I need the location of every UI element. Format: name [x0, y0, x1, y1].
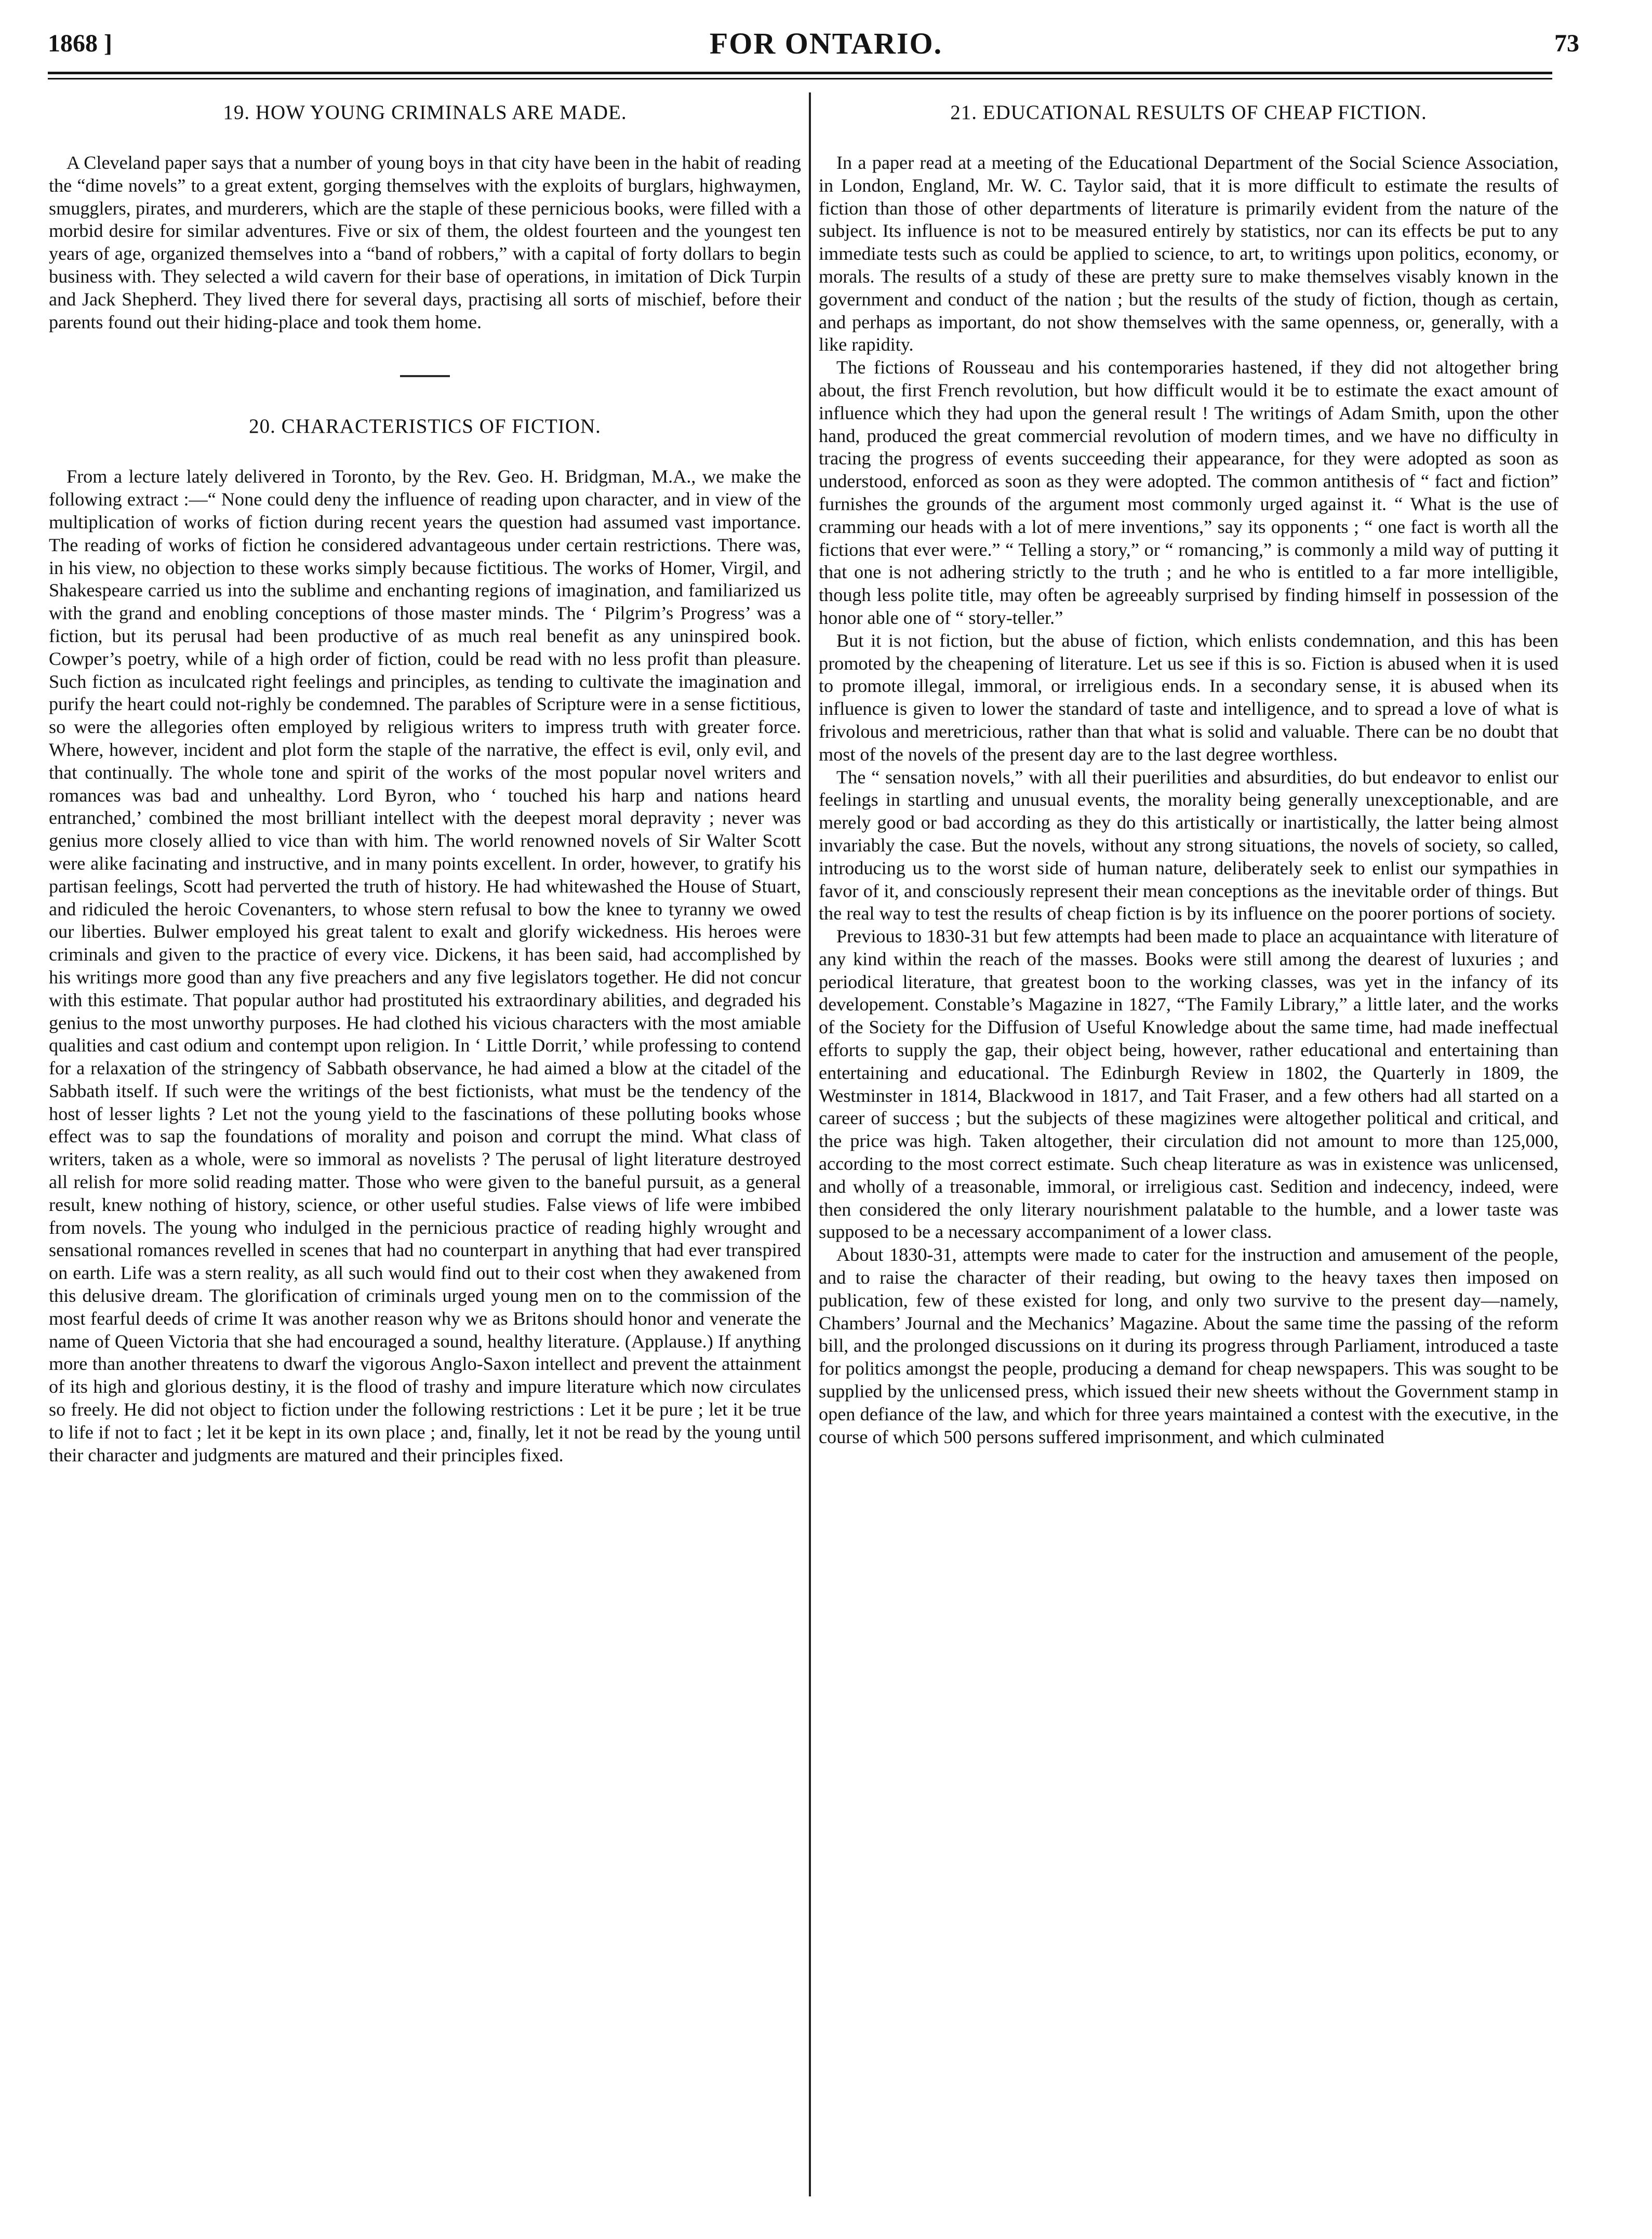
article-19-title: 19. HOW YOUNG CRIMINALS ARE MADE.: [223, 101, 627, 124]
article-20: [49, 414, 801, 1467]
running-head: [0, 23, 1652, 64]
left-column: [49, 91, 801, 2201]
article-21-paragraph: About 1830-31, attempts were made to cater for the instruction and amusement of the people, and to raise the character of their reading, but owing to the heavy taxes then imposed on publication, few of these existed for long, and only two survive to the present day—namely, Chambers’ Journal and the Mechanics’ Magazine. About the same time the passing of the reform bill, and the prolonged discussions on it during its progress through Parliament, introduced a taste for politics amongst the people, producing a demand for cheap newspapers. This was sought to be supplied by the unlicensed press, which issued their new sheets without the Government stamp in open defiance of the law, and which for three years maintained a contest with the executive, in the course of which 500 persons suffered imprisonment, and which culminated: [819, 1244, 1558, 1447]
column-divider: [809, 92, 811, 2196]
article-21-paragraph: The fictions of Rousseau and his contemporaries hastened, if they did not altogether bring about, the first French revolution, but how difficult would it be to estimate the exact amount of influence which they had upon the general result ! The writings of Adam Smith, upon the other hand, produced the great commercial revolution of modern times, and we have no difficulty in tracing the progress of events succeeding their appearance, for they were adopted as soon as understood, enforced as soon as they were adopted. The common antithesis of “ fact and fiction” furnishes the grounds of the argument most commonly urged against it. “ What is the use of cramming our heads with a lot of mere inventions,” say its opponents ; “ one fact is worth all the fictions that ever were.” “ Telling a story,” or “ romancing,” is commonly a mild way of putting it that one is not adhering strictly to the truth ; and he who is entitled to a far more intelligible, though less polite title, may often be agreeably surprised by finding himself in possession of the honor able one of “ story-teller.”: [819, 357, 1558, 628]
article-19-paragraph: A Cleveland paper says that a number of young boys in that city have been in the habit of reading the “dime novels” to a great extent, gorging themselves with the exploits of burglars, highwaymen, smugglers, pirates, and murderers, which are the staple of these pernicious books, were filled with a morbid desire for similar adventures. Five or six of them, the oldest fourteen and the youngest ten years of age, organized themselves into a “band of robbers,” with a capital of forty dollars to begin business with. They selected a wild cavern for their base of operations, in imitation of Dick Turpin and Jack Shepherd. They lived there for several days, practising all sorts of mischief, before their parents found out their hiding-place and took them home.: [49, 152, 801, 332]
article-20-paragraph: From a lecture lately delivered in Toronto, by the Rev. Geo. H. Bridgman, M.A., we make the following extract :—“ None could deny the influence of reading upon character, and in view of the multiplication of works of fiction during recent years the question had assumed vast importance. The reading of works of fiction he considered advantageous under certain restrictions. There was, in his view, no objection to these works simply because fictitious. The works of Homer, Virgil, and Shakespeare carried us into the sublime and enchanting regions of imagination, and familiarized us with the grand and enobling conceptions of those master minds. The ‘ Pilgrim’s Progress’ was a fiction, but its perusal had been productive of as much real benefit as any uninspired book. Cowper’s poetry, while of a high order of fiction, could be read with no less profit than pleasure. Such fiction as inculcated right feelings and principles, as tending to cultivate the imagination and purify the heart could not-righly be condemned. The parables of Scripture were in a sense fictitious, so were the allegories often employed by religious writers to impress truth with greater force. Where, however, incident and plot form the staple of the narrative, the effect is evil, only evil, and that continually. The whole tone and spirit of the works of the most popular novel writers and romances was bad and unhealthy. Lord Byron, who ‘ touched his harp and nations heard entranched,’ combined the most brilliant intellect with the deepest moral depravity ; never was genius more closely allied to vice than with him. The world renowned novels of Sir Walter Scott were alike facinating and instructive, and in many points excellent. In order, however, to gratify his partisan feelings, Scott had perverted the truth of history. He had whitewashed the House of Stuart, and ridiculed the heroic Covenanters, to whose stern refusal to bow the knee to tyranny we owed our liberties. Bulwer employed his great talent to exalt and glorify wickedness. His heroes were criminals and given to the practice of every vice. Dickens, it has been said, had accomplished by his writings more good than any five preachers and any five legislators together. He did not concur with this estimate. That popular author had prostituted his extraordinary abilities, and degraded his genius to the most unworthy purposes. He had clothed his vicious characters with the most amiable qualities and cast odium and contempt upon religion. In ‘ Little Dorrit,’ while professing to contend for a relaxation of the stringency of Sabbath observance, he had aimed a blow at the citadel of the Sabbath itself. If such were the writings of the best fictionists, what must be the tendency of the host of lesser lights ? Let not the young yield to the fascinations of these polluting books whose effect was to sap the foundations of morality and poison and corrupt the mind. What class of writers, taken as a whole, were so immoral as novelists ? The perusal of light literature destroyed all relish for more solid reading matter. Those who were given to the baneful pursuit, as a general result, knew nothing of history, science, or other useful studies. False views of life were imbibed from novels. The young who indulged in the pernicious practice of reading highly wrought and sensational romances revelled in scenes that had no counterpart in anything that had ever transpired on earth. Life was a stern reality, as all such would find out to their cost when they awakened from this delusive dream. The glorification of criminals urged young men on to the commission of the most fearful deeds of crime It was another reason why we as Britons should honor and venerate the name of Queen Victoria that she had encouraged a sound, healthy literature. (Applause.) If anything more than another threatens to dwarf the vigorous Anglo-Saxon intellect and prevent the attainment of its high and glorious destiny, it is the flood of trashy and impure literature which now circulates so freely. He did not object to fiction under the following restrictions : Let it be pure ; let it be true to life if not to fact ; let it be kept in its own place ; and, finally, let it not be read by the young until their character and judgments are matured and their principles fixed.: [49, 466, 801, 1465]
article-21: [819, 100, 1558, 1448]
header-rule-top: [48, 72, 1552, 74]
article-21-paragraph: Previous to 1830-31 but few attempts had been made to place an acquaintance with literature of any kind within the reach of the masses. Books were still among the dearest of luxuries ; and periodical literature, that greatest boon to the working classes, was yet in the infancy of its developement. Constable’s Magazine in 1827, “The Family Library,” a little later, and the works of the Society for the Diffusion of Useful Knowledge about the same time, had made ineffectual efforts to supply the gap, their object being, however, rather educational and entertaining than entertaining and educational. The Edinburgh Review in 1802, the Quarterly in 1809, the Westminster in 1814, Blackwood in 1817, and Tait Fraser, and a few others had all started on a career of success ; but the subjects of these magizines were altogether political and critical, and the price was high. Taken altogether, their circulation did not amount to more than 125,000, according to the most correct estimate. Such cheap literature as was in existence was unlicensed, and wholly of a treasonable, immoral, or irreligious cast. Sedition and indecency, indeed, were then considered the only literary nourishment palatable to the humble, and a lower taste was supposed to be a necessary accompaniment of a lower class.: [819, 926, 1558, 1243]
right-column: [819, 91, 1558, 2201]
page-title: FOR ONTARIO.: [709, 26, 943, 60]
article-21-paragraph: But it is not fiction, but the abuse of fiction, which enlists condemnation, and this has been promoted by the cheapening of literature. Let us see if this is so. Fiction is abused when it is used to promote illegal, immoral, or irreligious ends. In a secondary sense, it is abused when its influence is given to lower the standard of taste and intelligence, and to spread a love of what is frivolous and meretricious, rather than that what is solid and valuable. There can be no doubt that most of the novels of the present day are to the last degree worthless.: [819, 630, 1558, 765]
header-rule-bottom: [48, 78, 1552, 79]
article-21-paragraph: In a paper read at a meeting of the Educational Department of the Social Science Association, in London, England, Mr. W. C. Taylor said, that it is more difficult to estimate the results of fiction than those of other departments of literature is primarily evident from the nature of the subject. Its influence is not to be measured entirely by statistics, nor can its effects be put to any immediate tests such as could be applied to science, to art, to writings upon politics, economy, or morals. The results of a study of these are pretty sure to make themselves visably known in the government and conduct of the nation ; but the results of the study of fiction, though as certain, and perhaps as important, do not show themselves with the same openness, or, generally, with a like rapidity.: [819, 152, 1558, 355]
article-20-title: 20. CHARACTERISTICS OF FICTION.: [249, 415, 601, 438]
page-number: 73: [1554, 30, 1579, 57]
article-21-title: 21. EDUCATIONAL RESULTS OF CHEAP FICTION.: [950, 101, 1427, 124]
page-year: 1868 ]: [48, 30, 112, 57]
article-19: [49, 100, 801, 334]
article-21-paragraph: The “ sensation novels,” with all their puerilities and absurdities, do but endeavor to enlist our feelings in startling and unusual events, the morality being generally unexceptionable, and are merely good or bad according as they do this artistically or inartistically, the latter being almost invariably the case. But the novels, without any strong situations, the novels of society, so called, introducing us to the worst side of human nature, deliberately seek to enlist our sympathies in favor of it, and consciously represent their mean conceptions as the inevitable order of things. But the real way to test the results of cheap fiction is by its influence on the poorer portions of society.: [819, 766, 1558, 924]
article-separator: [400, 375, 450, 377]
